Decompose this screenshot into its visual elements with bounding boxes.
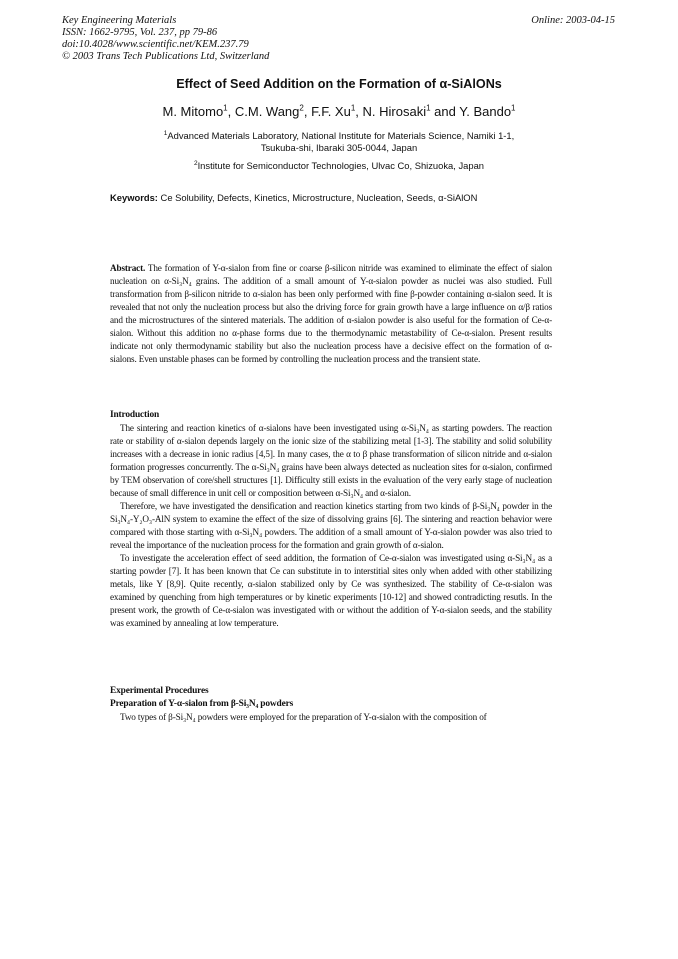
doi-line: doi:10.4028/www.scientific.net/KEM.237.79 — [62, 39, 249, 50]
abstract-text: The formation of Y-α-sialon from fine or coarse β-silicon nitride was examined to eliminate the effect of sialon nucleation on α-Si₃N₄ grains. The addition of a small amount of Y-α-sialon powder as nuclei was also studied. Full transformation from β-silicon nitride to α-sialon has been only performed with fine β-powder containing α-sialon seed. It is revealed that not only the nucleation process but also the driving force for grain growth have a large influence on α/β ratios and the microstructures of the sintered materials. The addition of α-sialon powder is also useful for the formation of Ce-α-sialon. Without this addition no α-phase forms due to the thermodynamic metastability of Ce-α-sialon. Present results indicate not only thermodynamic stability but also the nucleation process have a decisive effect on the formation of α-sialons. Even unstable phases can be formed by controlling the nucleation process and the transient state. — [110, 263, 553, 364]
paragraph: Two types of β-Si₃N₄ powders were employed for the preparation of Y-α-sialon with the composition of — [120, 712, 487, 722]
subsection-heading: Preparation of Y-α-sialon from β-Si₃N₄ powders — [110, 699, 294, 709]
journal-header — [62, 15, 269, 63]
author-name: Y. Bando — [459, 104, 512, 119]
affiliation-2 — [0, 160, 678, 172]
affiliation-1 — [0, 130, 678, 154]
keywords-text: Ce Solubility, Defects, Kinetics, Microstructure, Nucleation, Seeds, α-SiAlON — [160, 192, 478, 203]
journal-name: Key Engineering Materials — [62, 15, 177, 26]
paragraph: The sintering and reaction kinetics of α-sialons have been investigated using α-Si₃N₄ as starting powders. The reaction rate or stability of α-sialon depends largely on the ionic size of the stabilizing metal [1-3]. The stability and solid solubility increases with a decrease in ionic radius [4,5]. In many cases, the α to β phase transformation of silicon nitride and α-sialon formation progresses concurrently. The α-Si₃N₄ grains have been always detected as nucleation sites for α-sialon, confirmed by TEM observation of core/shell structures [1]. Difficulty still exists in the evaluation of the very early stage of nucleation because of small difference in unit cell or composition between α-Si₃N₄ and α-sialon. — [110, 423, 552, 498]
author-affiliation-marker: 1 — [223, 103, 228, 113]
paper-title: Effect of Seed Addition on the Formation of α-SiAlONs — [176, 77, 502, 91]
section-heading: Introduction — [110, 410, 160, 420]
author-name: C.M. Wang — [234, 104, 300, 119]
abstract — [110, 262, 552, 366]
paragraph: To investigate the acceleration effect of seed addition, the formation of Ce-α-sialon was investigated using α-Si₃N₄ as a starting powder [7]. It has been known that Ce can substitute in to interstitial sites only when added with other stabilizing metals, like Y [8,9]. Quite recently, α-sialon stabilized only by Ce was synthesized. The stability of Ce-α-sialon was examined by quenching from high temperatures or by kinetic experiments [10-12] and showed contradicting resutls. In the present work, the growth of Ce-α-sialon was investigated with or without the addition of Y-α-sialon seeds, and the stability was examined by annealing at low temperature. — [110, 553, 552, 628]
section-heading: Experimental Procedures — [110, 686, 209, 696]
author-list: M. Mitomo$^1$, C.M. Wang$^2$, F.F. Xu$^1$, N. Hirosaki$^1$ and Y. Bando$^1$ — [162, 103, 516, 119]
author-affiliation-marker: 2 — [299, 103, 304, 113]
copyright-line: © 2003 Trans Tech Publications Ltd, Switzerland — [62, 51, 270, 62]
affiliation-marker: 2 — [193, 159, 198, 167]
author-affiliation-marker: 1 — [350, 103, 356, 113]
keywords — [110, 192, 477, 203]
experimental-section — [110, 685, 552, 724]
author-affiliation-marker: 1 — [511, 103, 516, 113]
author-name: F.F. Xu — [311, 104, 351, 119]
online-date: Online: 2003-04-15 — [531, 15, 615, 26]
author-name: M. Mitomo — [162, 104, 224, 119]
affiliation-line: Institute for Semiconductor Technologies, Ulvac Co, Shizuoka, Japan — [197, 160, 485, 171]
abstract-label: Abstract. — [110, 263, 146, 273]
introduction-section — [110, 409, 552, 630]
affiliation-line: Advanced Materials Laboratory, National Institute for Materials Science, Namiki 1-1, — [167, 130, 515, 141]
affiliation-line: Tsukuba-shi, Ibaraki 305-0044, Japan — [260, 142, 418, 153]
author-name: N. Hirosaki — [362, 104, 427, 119]
author-affiliation-marker: 1 — [426, 103, 431, 113]
issn-line: ISSN: 1662-9795, Vol. 237, pp 79-86 — [62, 27, 218, 38]
paragraph: Therefore, we have investigated the densification and reaction kinetics starting from two kinds of β-Si₃N₄ powder in the Si₃N₄-Y₂O₃-AlN system to examine the effect of the size of dissolving grains [6]. The sintering and reaction behavior were compared with those starting with α-Si₃N₄ powders. The addition of a small amount of Y-α-sialon powder was also tried to reveal the importance of the nucleation process for the formation and grain growth of α-sialon. — [110, 501, 552, 550]
affiliation-marker: 1 — [163, 129, 168, 137]
keywords-label: Keywords: — [110, 192, 158, 203]
